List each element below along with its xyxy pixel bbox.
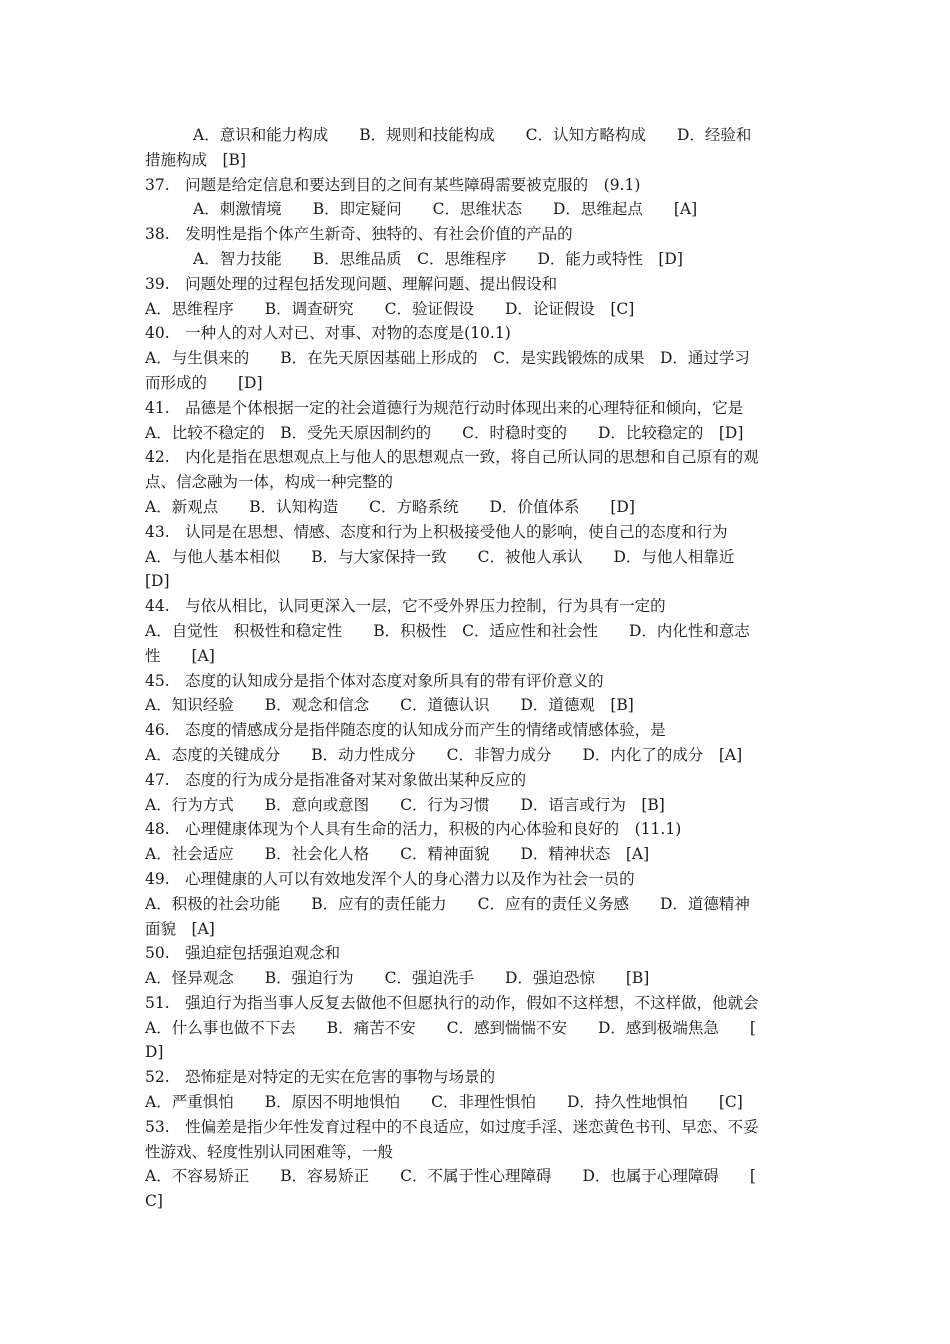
text-line: 42. 内化是指在思想观点上与他人的思想观点一致，将自己所认同的思想和自己原有的观 (145, 448, 759, 467)
text-line: 性游戏、轻度性别认同困难等，一般 (145, 1142, 394, 1161)
text-line: 38. 发明性是指个体产生新奇、独特的、有社会价值的产品的 (145, 225, 573, 244)
text-line: 40. 一种人的对人对已、对事、对物的态度是(10.1) (145, 324, 511, 343)
text-line: 44. 与依从相比，认同更深入一层，它不受外界压力控制，行为具有一定的 (145, 597, 666, 616)
text-line: [D] (145, 572, 170, 591)
text-line: A．与他人基本相似 B．与大家保持一致 C．被他人承认 D．与他人相靠近 (145, 547, 735, 566)
text-line: 面貌 [A] (145, 919, 215, 938)
text-line: 点、信念融为一体，构成一种完整的 (145, 473, 394, 492)
text-line: 52. 恐怖症是对特定的无实在危害的事物与场景的 (145, 1068, 496, 1087)
text-line: A．什么事也做不下去 B．痛苦不安 C．感到惴惴不安 D．感到极端焦急 [ (145, 1018, 756, 1037)
text-line: 48. 心理健康体现为个人具有生命的活力，积极的内心体验和良好的 (11.1) (145, 820, 682, 839)
text-line: A．自觉性 积极性和稳定性 B．积极性 C．适应性和社会性 D．内化性和意志 (145, 621, 750, 640)
text-line: A．态度的关键成分 B．动力性成分 C．非智力成分 D．内化了的成分 [A] (145, 745, 743, 764)
text-line: A．知识经验 B．观念和信念 C．道德认识 D．道德观 [B] (145, 696, 634, 715)
text-line: A．比较不稳定的 B．受先天原因制约的 C．时稳时变的 D．比较稳定的 [D] (145, 423, 744, 442)
text-line: A．思维程序 B．调查研究 C．验证假设 D．论证假设 [C] (145, 299, 635, 318)
text-line: A．怪异观念 B．强迫行为 C．强迫洗手 D．强迫恐惊 [B] (145, 969, 650, 988)
text-line: 50. 强迫症包括强迫观念和 (145, 944, 341, 963)
text-line: 51. 强迫行为指当事人反复去做他不但愿执行的动作，假如不这样想，不这样做，他就会 (145, 993, 759, 1012)
text-line: A．不容易矫正 B．容易矫正 C．不属于性心理障碍 D．也属于心理障碍 [ (145, 1167, 756, 1186)
text-line: 37. 问题是给定信息和要达到目的之间有某些障碍需要被克服的 (9.1) (145, 175, 641, 194)
text-line: D] (145, 1043, 164, 1062)
text-line: A．社会适应 B．社会化人格 C．精神面貌 D．精神状态 [A] (145, 845, 650, 864)
text-line: A．积极的社会功能 B．应有的责任能力 C．应有的责任义务感 D．道德精神 (145, 894, 750, 913)
text-line: 43. 认同是在思想、情感、态度和行为上积极接受他人的影响，使自己的态度和行为 (145, 522, 728, 541)
text-line: A．意识和能力构成 B．规则和技能构成 C．认知方略构成 D．经验和 (193, 126, 752, 144)
text-line: C] (145, 1192, 163, 1211)
text-line: A．新观点 B．认知构造 C．方略系统 D．价值体系 [D] (145, 497, 635, 516)
text-line: 45. 态度的认知成分是指个体对态度对象所具有的带有评价意义的 (145, 671, 604, 690)
text-line: 53. 性偏差是指少年性发育过程中的不良适应，如过度手淫、迷恋黄色书刊、早恋、不妥 (145, 1117, 759, 1136)
document-page (145, 123, 810, 1214)
text-line: A．刺激情境 B．即定疑问 C．思维状态 D．思维起点 [A] (193, 200, 698, 219)
text-line: A．智力技能 B．思维品质 C．思维程序 D．能力或特性 [D] (193, 249, 683, 268)
text-line: A．严重惧怕 B．原因不明地惧怕 C．非理性惧怕 D．持久性地惧怕 [C] (145, 1093, 743, 1112)
text-line: 47. 态度的行为成分是指准备对某对象做出某种反应的 (145, 770, 527, 789)
text-line: 性 [A] (145, 646, 215, 665)
text-line: 46. 态度的情感成分是指伴随态度的认知成分而产生的情绪或情感体验，是 (145, 721, 666, 740)
text-line: 49. 心理健康的人可以有效地发浑个人的身心潜力以及作为社会一员的 (145, 869, 635, 888)
text-line: 41. 品德是个体根据一定的社会道德行为规范行动时体现出来的心理特征和倾向，它是 (145, 398, 744, 417)
text-line: 39. 问题处理的过程包括发现问题、理解问题、提出假设和 (145, 274, 558, 293)
text-line: 而形成的 [D] (145, 373, 263, 392)
text-line: 措施构成 [B] (145, 150, 246, 169)
text-line: A．行为方式 B．意向或意图 C．行为习惯 D．语言或行为 [B] (145, 795, 665, 814)
text-line: A．与生俱来的 B．在先天原因基础上形成的 C．是实践锻炼的成果 D．通过学习 (145, 349, 750, 368)
